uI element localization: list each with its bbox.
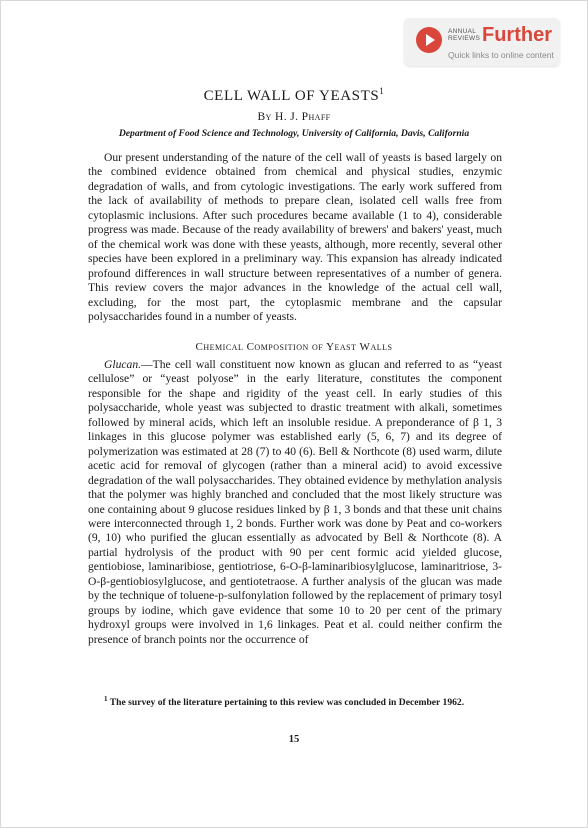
article-title-text: CELL WALL OF YEASTS	[203, 88, 380, 104]
footnote-marker: 1	[104, 695, 108, 703]
publisher-logo-text: ANNUAL REVIEWS	[448, 28, 481, 42]
footnote-text: The survey of the literature pertaining to this review was concluded in December 1962.	[109, 697, 465, 709]
intro-paragraph: Our present understanding of the nature of the cell wall of yeasts is based largely on the combined evidence obtained from chemical and physical studies, enzymic degradation of walls, and from cytologic investigations. The early work suffered from the lack of availability of methods to prepare clean, isolated cell walls free from cytoplasmic inclusions. After such procedures became available (1 to 4), considerable progress was made. Because of the ready availability of brewers' and bakers' yeast, much of the chemical work was done with these yeasts, although, more recently, several other species have been explored in a preliminary way. This expansion has already indicated profound differences in wall structure between representatives of a number of genera. This review covers the major advances in the knowledge of the actual cell wall, excluding, for the most part, the cytoplasmic membrane and the capsular polysaccharides found in a number of yeasts.	[88, 151, 502, 323]
further-subtitle: Quick links to online content	[448, 50, 554, 60]
further-label: Further	[482, 24, 552, 46]
footnote	[88, 693, 502, 709]
title-footnote-marker: 1	[379, 86, 385, 96]
glucan-lead: Glucan.	[104, 358, 142, 371]
further-links-badge[interactable]	[404, 18, 560, 66]
play-arrow-icon	[416, 27, 442, 53]
author-name: H. J. Phaff	[275, 111, 331, 123]
author-affiliation: Department of Food Science and Technology, University of California, Davis, California	[118, 128, 470, 139]
glucan-text: —The cell wall constituent now known as glucan and referred to as “yeast cellulose” or “yeast polyose” in the early literature, constitutes the component responsible for the shape and rigidity of the yeast cell. In early studies of this polysaccharide, whole yeast was subjected to drastic treatment with alkali, sometimes followed by mineral acids, which left an insoluble residue. A preponderance of β 1, 3 linkages in this glucose polymer was established early (5, 6, 7) and its degree of polymerization was estimated at 28 (7) to 40 (6). Bell & Northcote (8) used warm, dilute acetic acid for removal of glycogen (rather than a mineral acid) to avoid excessive degradation of the wall polysaccharides. They obtained evidence by methylation analysis that the polymer was highly branched and concluded that the most likely structure was one containing about 9 glucose residues linked by β 1, 3 bonds and that these unit chains were interconnected through 1, 2 bonds. Further work was done by Peat and co-workers (9, 10) who purified the glucan essentially as advocated by Bell & Northcote (8). A partial hydrolysis of the product with 90 per cent formic acid yielded glucose, gentiobiose, laminaribiose, gentiotriose, 6-O-β-laminaribiosylglucose, laminaritriose, 3-O-β-gentiobiosylglucose, and gentiotetraose. A further analysis of the glucan was made by the technique of toluene-p-sulfonylation followed by the replacement of primary tosyl groups by iodine, which gave evidence that some 10 to 20 per cent of the primary hydroxyl groups were involved in 1,6 linkages. Peat et al. could neither confirm the presence of branch points nor the occurrence of	[88, 358, 502, 646]
author-line	[0, 111, 588, 123]
author-prefix: By	[257, 111, 272, 123]
section-heading: Chemical Composition of Yeast Walls	[195, 341, 393, 353]
article-title	[0, 86, 588, 105]
page-number: 15	[288, 734, 300, 745]
glucan-paragraph	[88, 358, 502, 647]
